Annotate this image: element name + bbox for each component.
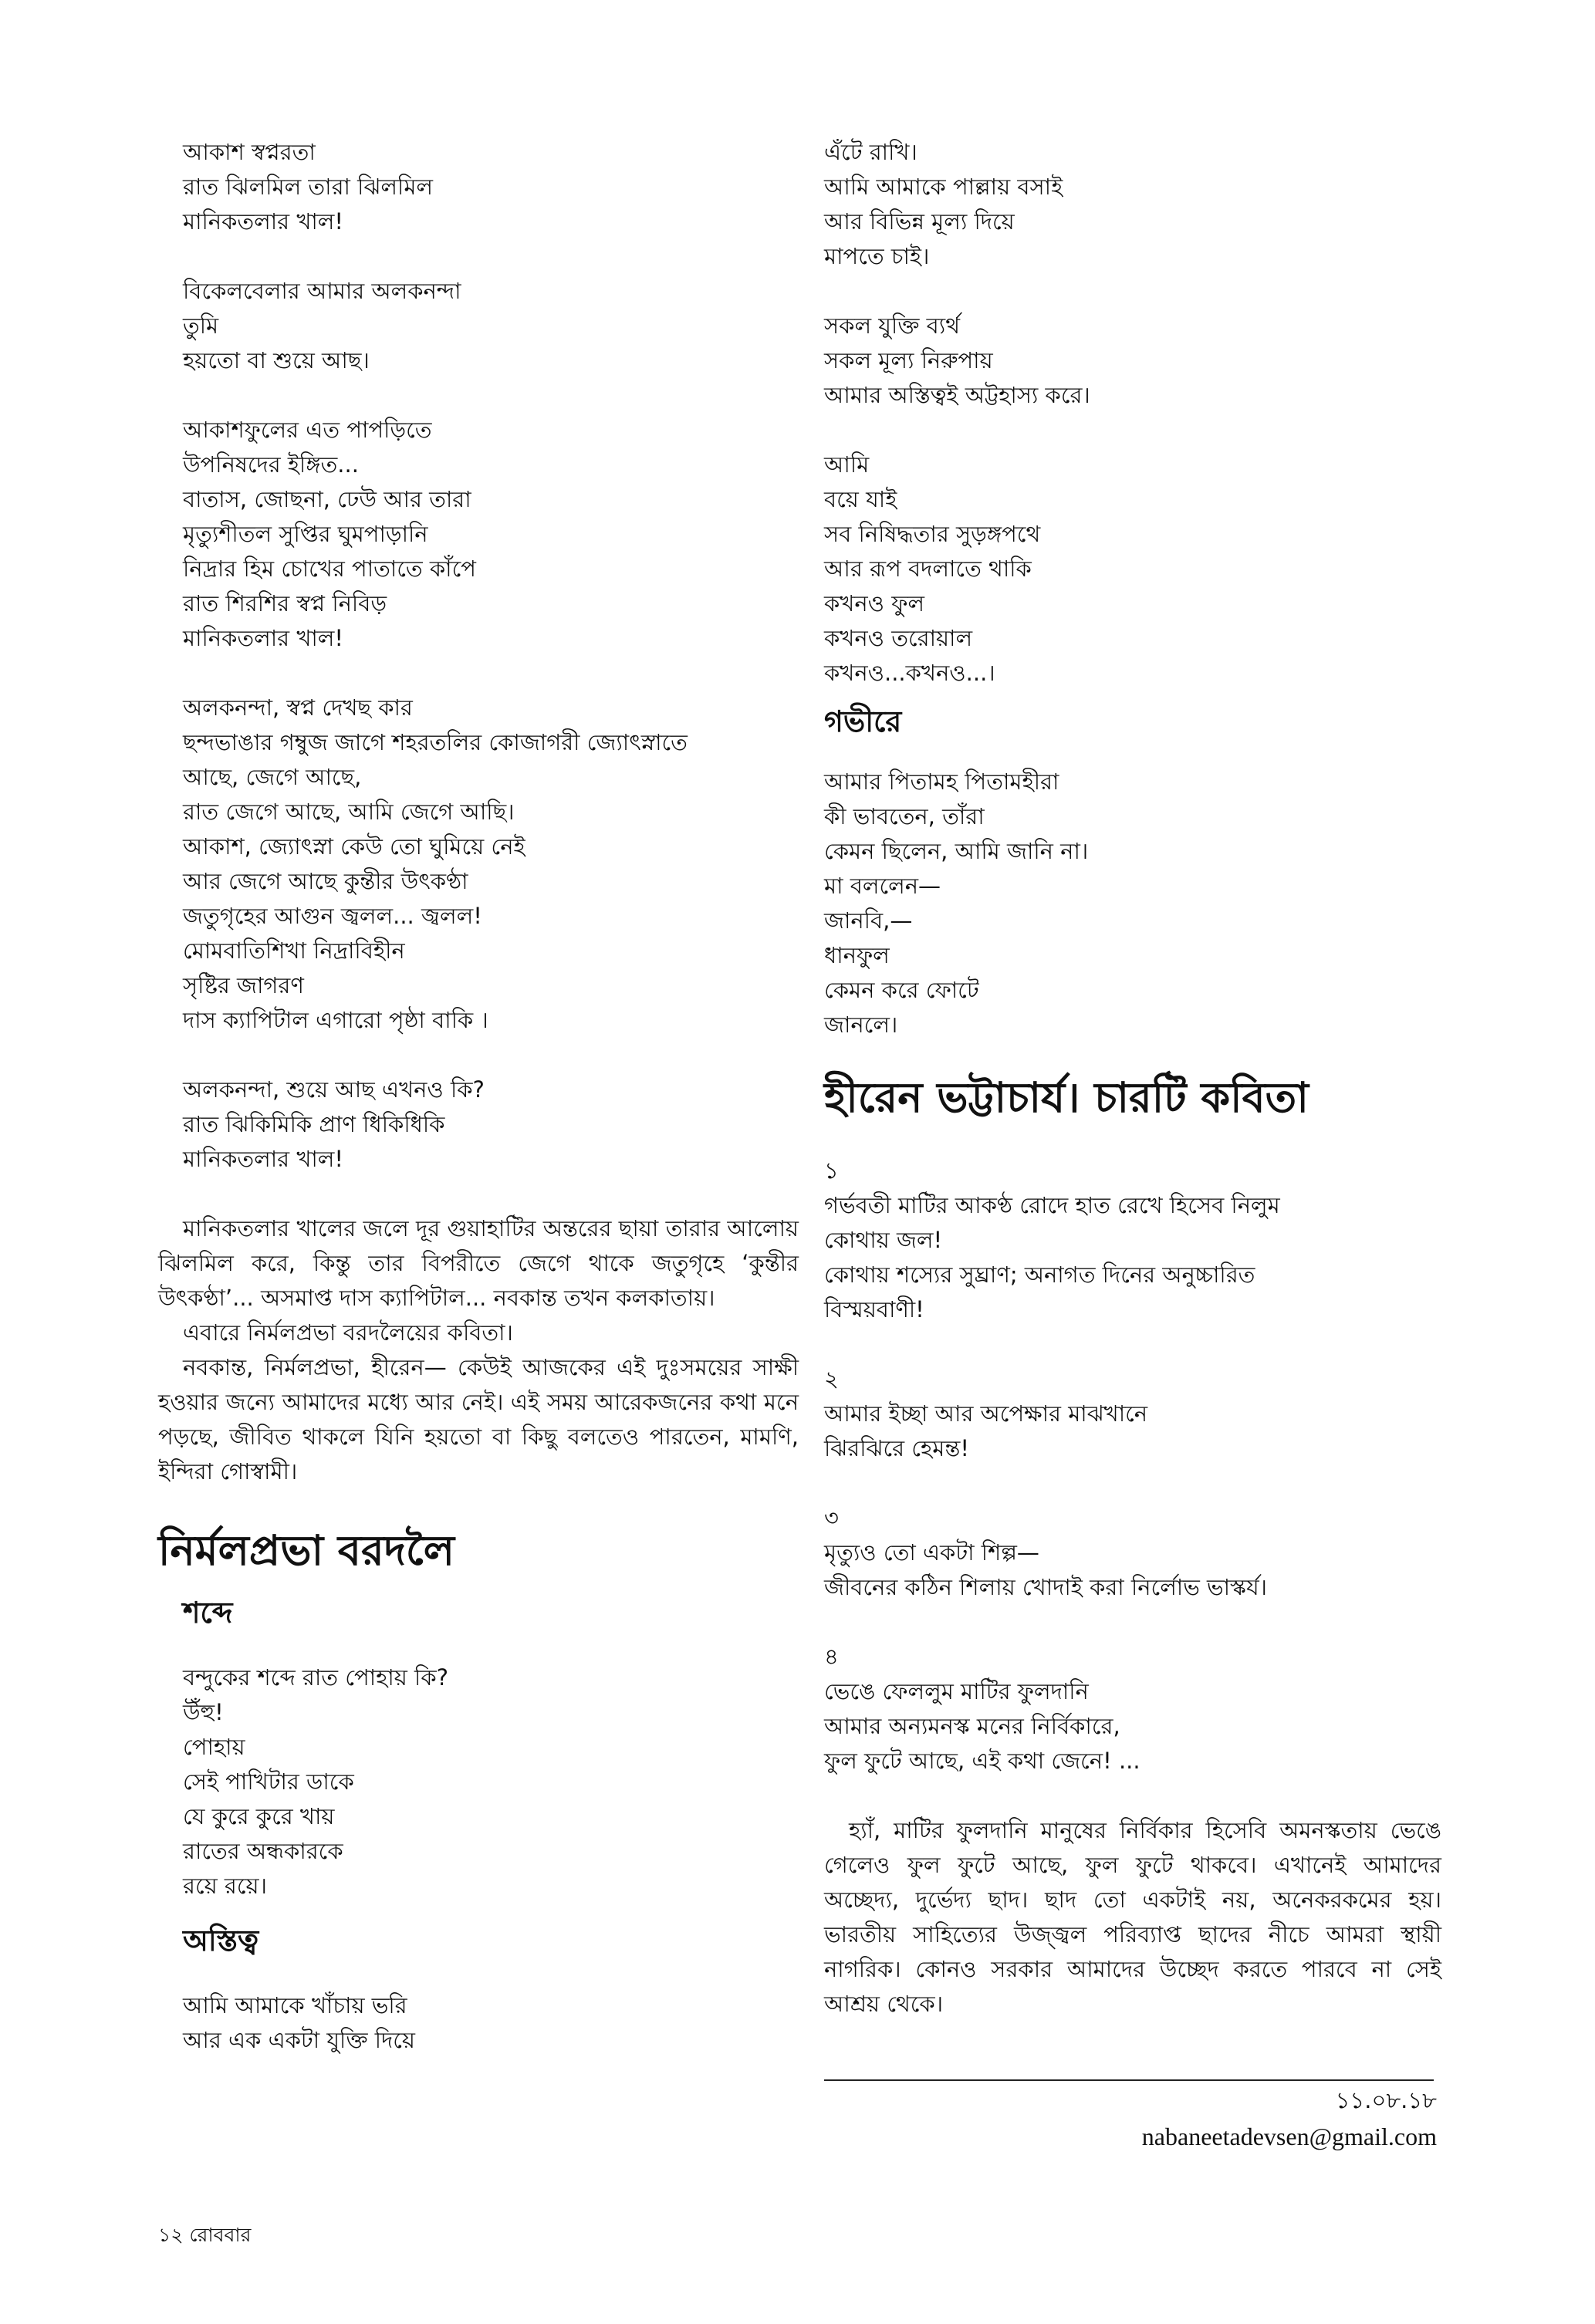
verse-line: বন্দুকের শব্দে রাত পোহায় কি? (183, 1664, 449, 1691)
verse-line: আমার পিতামহ পিতামহীরা (824, 768, 1059, 795)
verse-line: আছে, জেগে আছে, (183, 764, 362, 790)
page-folio: ১২ রোববার (158, 2224, 252, 2246)
verse-line: পোহায় (183, 1734, 245, 1760)
verse-line: কোথায় শস্যের সুঘ্রাণ; অনাগত দিনের অনুচ্চারিত (824, 1262, 1255, 1288)
verse-line: জানবি,— (824, 907, 913, 934)
verse-line: আমি আমাকে পাল্লায় বসাই (824, 174, 1063, 200)
date-stamp: ১১.০৮.১৮ (1335, 2087, 1437, 2113)
right-column (824, 135, 1441, 2022)
stanza-break (158, 1038, 799, 1072)
poet-heading-nirmalprabha: নির্মলপ্রভা বরদলৈ (158, 1526, 455, 1575)
verse-line: কী ভাবতেন, তাঁরা (824, 803, 985, 829)
poem-astitwa-continued (824, 135, 1441, 691)
poem-title-gobhire: গভীরে (824, 704, 902, 738)
poem-title-astitwa: অস্তিত্ব (183, 1924, 259, 1957)
prose-paragraph: হ্যাঁ, মাটির ফুলদানি মানুষের নির্বিকার হিসেবি অমনস্কতায় ভেঙে গেলেও ফুল ফুটে আছে, ফুল ফুটে থাকবে। এখানেই আমাদের অচ্ছেদ্য, দুর্ভেদ্য ছাদ। ছাদ তো একটাই নয়, অনেকরকমের হয়। ভারতীয় সাহিত্যের উজ্জ্বল পরিব্যাপ্ত ছাদের নীচে আমরা স্থায়ী নাগরিক। কোনও সরকার আমাদের উচ্ছেদ করতে পারবে না সেই আশ্রয় থেকে। (824, 1817, 1441, 2017)
verse-line: বিস্ময়বাণী! (824, 1296, 924, 1322)
prose-paragraph: মানিকতলার খালের জলে দূর গুয়াহাটির অন্তরের ছায়া তারার আলোয় ঝিলমিল করে, কিন্তু তার বিপরীতে জেগে থাকে জতুগৃহে ‘কুন্তীর উৎকণ্ঠা’... অসমাপ্ত দাস ক্যাপিটাল... নবকান্ত তখন কলকাতায়। (158, 1215, 799, 1311)
verse-line: রাত জেগে আছে, আমি জেগে আছি। (183, 799, 515, 825)
verse-line: দাস ক্যাপিটাল এগারো পৃষ্ঠা বাকি । (183, 1007, 488, 1033)
verse-line: ঝিরঝিরে হেমন্ত! (824, 1435, 969, 1461)
verse-line: কখনও...কখনও...। (824, 660, 995, 686)
verse-line: কখনও ফুল (824, 590, 925, 616)
prose-intro (158, 1211, 799, 1489)
stanza-break (158, 656, 799, 691)
verse-line: কেমন ছিলেন, আমি জানি না। (824, 838, 1089, 864)
verse-line: উঁহু! (183, 1699, 224, 1725)
left-column (158, 135, 799, 2058)
stanza-break (158, 378, 799, 413)
verse-line: কোথায় জল! (824, 1227, 943, 1253)
verse-line: নিদ্রার হিম চোখের পাতাতে কাঁপে (183, 556, 476, 582)
verse-line: যে কুরে কুরে খায় (183, 1803, 335, 1829)
verse-line: মানিকতলার খাল! (183, 625, 344, 651)
verse-line: জানলে। (824, 1012, 898, 1038)
verse-line: হয়তো বা শুয়ে আছ। (183, 347, 370, 373)
poet-heading-hiren: হীরেন ভট্টাচার্য। চারটি কবিতা (824, 1073, 1309, 1122)
verse-line: আমার অস্তিত্বই অট্টহাস্য করে। (824, 382, 1090, 408)
stanza-break (824, 274, 1441, 309)
author-email[interactable]: nabaneetadevsen@gmail.com (1141, 2123, 1437, 2150)
verse-line: আকাশ স্বপ্নরতা (183, 139, 316, 165)
verse-line: তুমি (183, 312, 219, 339)
verse-line: মৃত্যুও তো একটা শিল্প— (824, 1539, 1039, 1566)
verse-line: রাত ঝিকিমিকি প্রাণ ধিকিধিকি (183, 1111, 445, 1137)
verse-line: আর রূপ বদলাতে থাকি (824, 556, 1032, 582)
verse-line: আকাশফুলের এত পাপড়িতে (183, 417, 432, 443)
verse-line: আমার ইচ্ছা আর অপেক্ষার মাঝখানে (824, 1400, 1148, 1427)
verse-line: আর এক একটা যুক্তি দিয়ে (183, 2027, 416, 2053)
verse-line: গর্ভবতী মাটির আকণ্ঠ রোদে হাত রেখে হিসেব নিলুম (824, 1192, 1280, 1218)
verse-line: ২ (824, 1366, 839, 1392)
verse-line: সব নিষিদ্ধতার সুড়ঙ্গপথে (824, 521, 1041, 547)
verse-line: মানিকতলার খাল! (183, 208, 344, 235)
verse-line: মাপতে চাই। (824, 243, 930, 269)
verse-line: ছন্দভাঙার গম্বুজ জাগে শহরতলির কোজাগরী জ্যোৎস্নাতে (183, 729, 688, 755)
verse-line: জতুগৃহের আগুন জ্বলল... জ্বলল! (183, 903, 482, 929)
prose-closing (824, 1813, 1441, 2022)
verse-line: আমি (824, 451, 870, 478)
verse-line: মৃত্যুশীতল সুপ্তির ঘুমপাড়ানি (183, 521, 428, 547)
verse-line: সকল মূল্য নিরুপায় (824, 347, 993, 373)
stanza-break (824, 1327, 1441, 1362)
stanza-break (824, 413, 1441, 448)
verse-line: সৃষ্টির জাগরণ (183, 972, 304, 998)
verse-line: ৩ (824, 1505, 839, 1531)
verse-line: রাতের অন্ধকারকে (183, 1838, 343, 1864)
verse-line: ধানফুল (824, 942, 890, 968)
prose-paragraph: এবারে নির্মলপ্রভা বরদলৈয়ের কবিতা। (183, 1319, 513, 1346)
prose-paragraph: নবকান্ত, নির্মলপ্রভা, হীরেন— কেউই আজকের এই দুঃসময়ের সাক্ষী হওয়ার জন্যে আমাদের মধ্যে আর নেই। এই সময় আরেকজনের কথা মনে পড়ছে, জীবিত থাকলে যিনি হয়তো বা কিছু বলতেও পারতেন, মামণি, ইন্দিরা গোস্বামী। (158, 1354, 799, 1485)
footnote-rule (824, 2079, 1434, 2081)
verse-line: সকল যুক্তি ব্যর্থ (824, 312, 960, 339)
poem-manikatala (158, 135, 799, 1177)
stanza-break (824, 1466, 1441, 1501)
verse-line: মানিকতলার খাল! (183, 1146, 344, 1172)
verse-line: কখনও তরোয়াল (824, 625, 973, 651)
verse-line: রয়ে রয়ে। (183, 1873, 267, 1899)
verse-line: আর জেগে আছে কুন্তীর উৎকণ্ঠা (183, 868, 468, 894)
verse-line: রাত ঝিলমিল তারা ঝিলমিল (183, 174, 434, 200)
verse-line: আমার অন্যমনস্ক মনের নির্বিকারে, (824, 1713, 1120, 1739)
verse-line: মোমবাতিশিখা নিদ্রাবিহীন (183, 937, 405, 964)
verse-line: অলকনন্দা, স্বপ্ন দেখছ কার (183, 694, 413, 721)
poem-title-shobde: শব্দে (183, 1596, 233, 1630)
verse-line: এঁটে রাখি। (824, 139, 917, 165)
verse-line: ফুল ফুটে আছে, এই কথা জেনে! ... (824, 1748, 1140, 1774)
verse-line: রাত শিরশির স্বপ্ন নিবিড় (183, 590, 387, 616)
verse-line: কেমন করে ফোটে (824, 977, 979, 1003)
verse-line: মা বললেন— (824, 873, 941, 899)
verse-line: ১ (824, 1157, 839, 1184)
verse-line: সেই পাখিটার ডাকে (183, 1768, 354, 1795)
verse-line: আমি আমাকে খাঁচায় ভরি (183, 1992, 407, 2018)
verse-line: বয়ে যাই (824, 486, 897, 512)
verse-line: আকাশ, জ্যোৎস্না কেউ তো ঘুমিয়ে নেই (183, 833, 525, 860)
verse-line: বাতাস, জোছনা, ঢেউ আর তারা (183, 486, 471, 512)
stanza-break (824, 1605, 1441, 1640)
poem-four-poems (824, 1154, 1441, 1778)
verse-line: ভেঙে ফেললুম মাটির ফুলদানি (824, 1678, 1089, 1704)
verse-line: বিকেলবেলার আমার অলকনন্দা (183, 278, 461, 304)
verse-line: অলকনন্দা, শুয়ে আছ এখনও কি? (183, 1076, 485, 1103)
verse-line: জীবনের কঠিন শিলায় খোদাই করা নির্লোভ ভাস্কর্য। (824, 1574, 1268, 1600)
verse-line: উপনিষদের ইঙ্গিত... (183, 451, 359, 478)
verse-line: আর বিভিন্ন মূল্য দিয়ে (824, 208, 1015, 235)
poem-astitwa (158, 1988, 799, 2058)
poem-shobde (158, 1660, 799, 1903)
poem-gobhire (824, 765, 1441, 1042)
verse-line: ৪ (824, 1643, 839, 1670)
stanza-break (158, 239, 799, 274)
